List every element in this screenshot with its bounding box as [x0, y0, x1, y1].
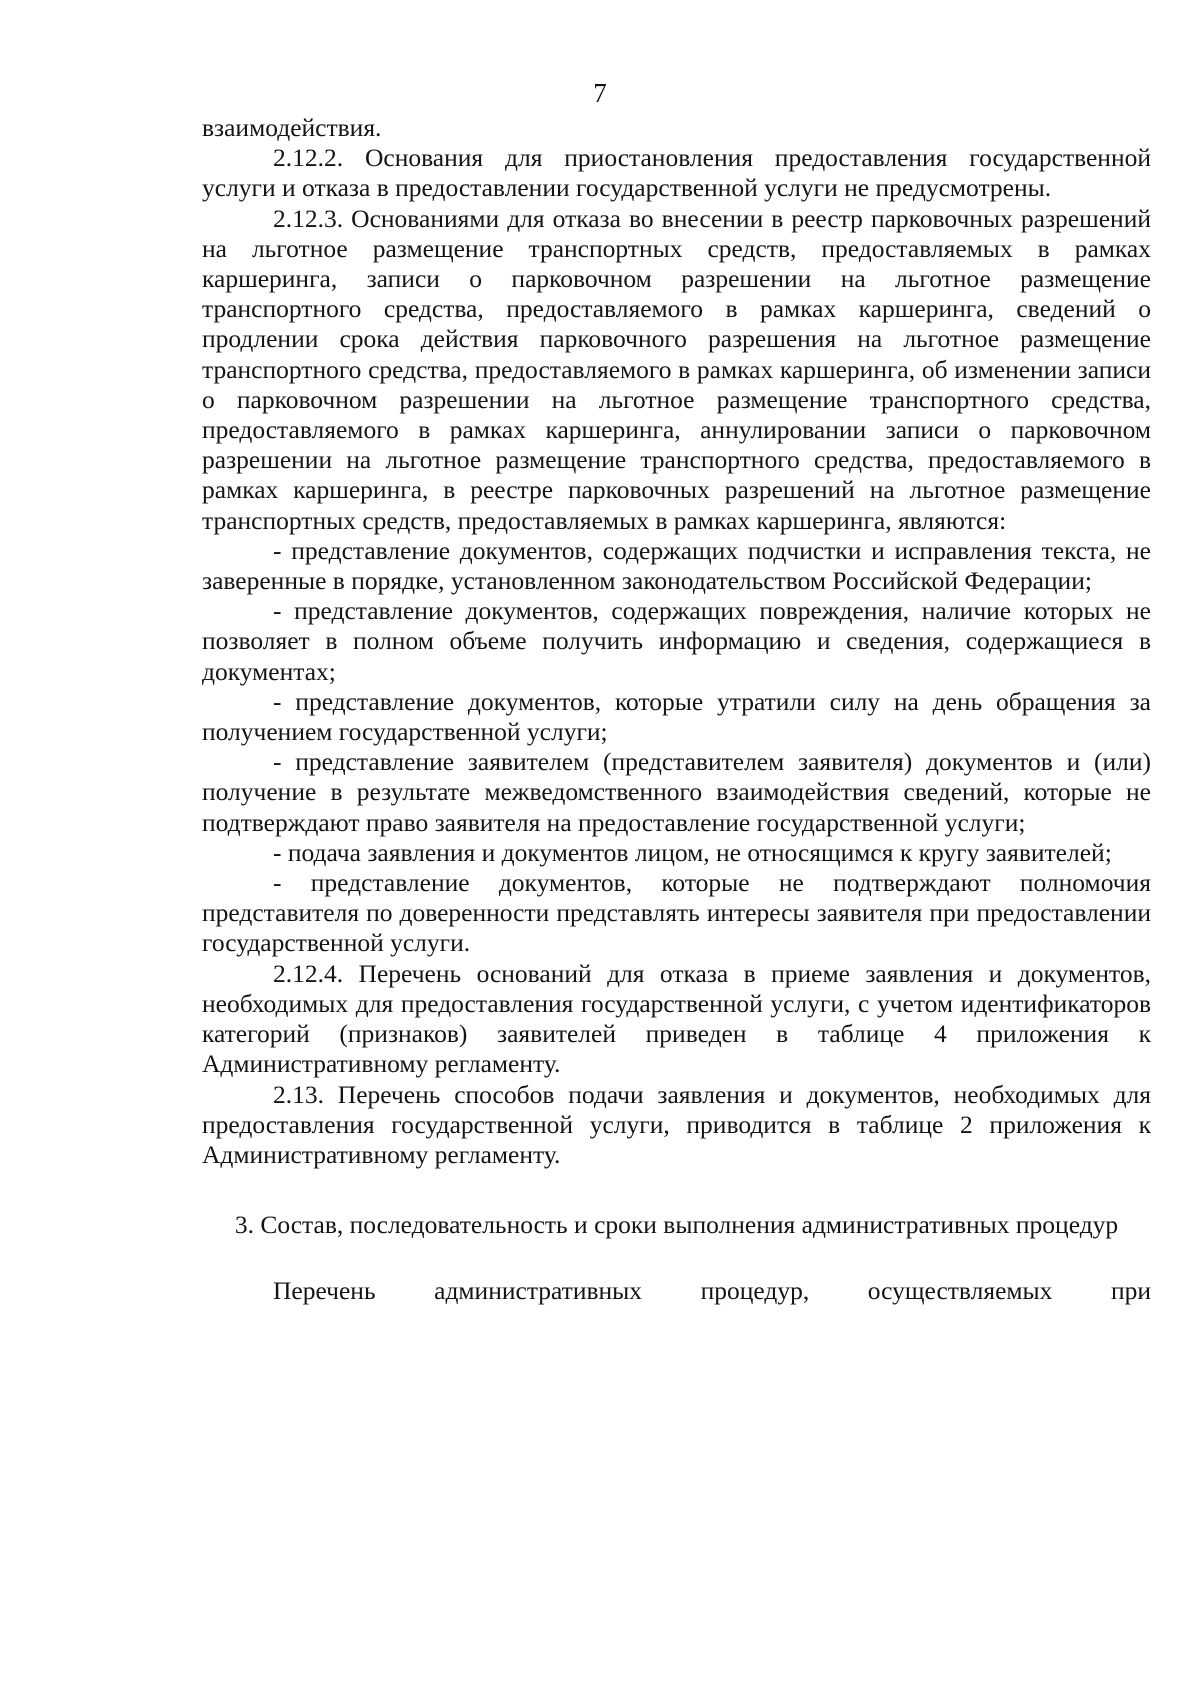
- list-item-wrong-applicant: - подача заявления и документов лицом, не относящимся к кругу заявителей;: [273, 837, 1112, 867]
- list-item-damage: - представление документов, содержащих повреждения, наличие которых не позволяет в полном объеме получить информацию и сведения, содержащиеся в документах;: [202, 596, 1151, 686]
- paragraph-2-12-2: 2.12.2. Основания для приостановления предоставления государственной услуги и отказа в предоставлении государственной услуги не предусмотрены.: [202, 143, 1151, 203]
- list-item-corrections: - представление документов, содержащих подчистки и исправления текста, не заверенные в порядке, установленном законодательством Российской Федерации;: [202, 535, 1151, 596]
- page-number: 7: [593, 78, 607, 108]
- list-item-no-authority: - представление документов, которые не подтверждают полномочия представителя по доверенности представлять интересы заявителя при предоставлении государственной услуги.: [202, 868, 1151, 958]
- paragraph-2-13: 2.13. Перечень способов подачи заявления и документов, необходимых для предоставления государственной услуги, приводится в таблице 2 приложения к Административному регламенту.: [202, 1079, 1151, 1169]
- list-item-no-right: - представление заявителем (представителем заявителя) документов и (или) получение в результате межведомственного взаимодействия сведений, которые не подтверждают право заявителя на предоставление государственной услуги;: [202, 747, 1151, 837]
- section-heading: 3. Состав, последовательность и сроки выполнения административных процедур: [234, 1210, 1119, 1240]
- list-item-expired: - представление документов, которые утратили силу на день обращения за получением государственной услуги;: [202, 686, 1151, 747]
- paragraph-2-12-3: 2.12.3. Основаниями для отказа во внесении в реестр парковочных разрешений на льготное размещение транспортных средств, предоставляемых в рамках каршеринга, записи о парковочном разрешении на льготное размещение транспортного средства, предоставляемого в рамках каршеринга, сведений о продлении срока действия парковочного разрешения на льготное размещение транспортного средства, предоставляемого в рамках каршеринга, об изменении записи о парковочном разрешении на льготное размещение транспортного средства, предоставляемого в рамках каршеринга, аннулировании записи о парковочном разрешении на льготное размещение транспортного средства, предоставляемого в рамках каршеринга, в реестре парковочных разрешений на льготное размещение транспортных средств, предоставляемых в рамках каршеринга, являются:: [202, 203, 1151, 535]
- paragraph-continuation: взаимодействия.: [202, 113, 382, 142]
- document-body: [202, 113, 1151, 1307]
- paragraph-2-12-4: 2.12.4. Перечень оснований для отказа в приеме заявления и документов, необходимых для предоставления государственной услуги, с учетом идентификаторов категорий (признаков) заявителей приведен в таблице 4 приложения к Административному регламенту.: [202, 958, 1151, 1079]
- paragraph-tail: Перечень административных процедур, осуществляемых при: [273, 1276, 1151, 1306]
